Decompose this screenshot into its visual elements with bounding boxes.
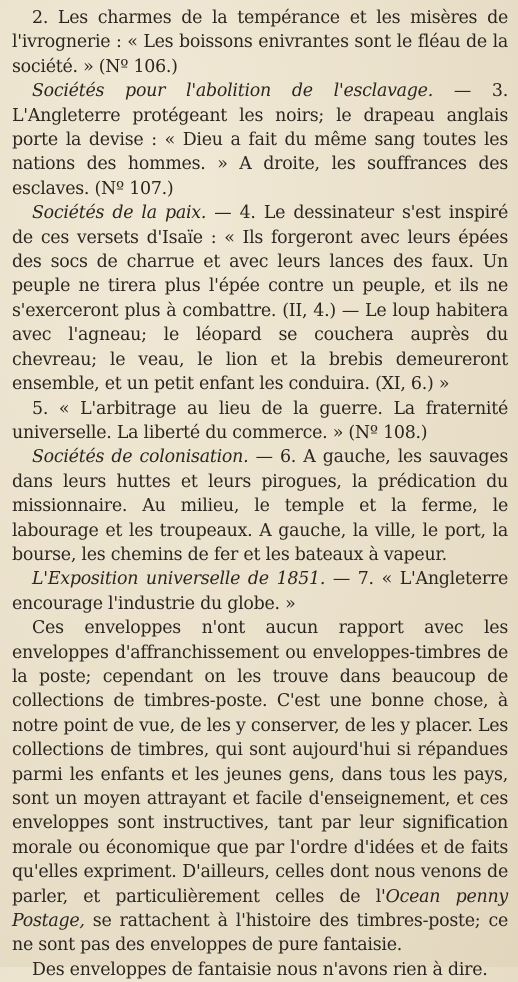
section-lead-peace: Sociétés de la paix. [32,203,207,224]
paragraph-text: — 7. « L'Angleterre encourage l'industrie du globe. » [12,569,508,614]
paragraph-temperance [12,6,508,79]
paragraph-text: Ces enveloppes n'ont aucun rapport avec les enveloppes d'affranchissement ou enveloppes-timbres de la poste; cependant on les trouve dans beaucoup de collections de timbres-poste. C'est une bonne chose, à notre point de vue, de les y conserver, de les y placer. Les collections de timbres, qui sont aujourd'hui si répandues parmi les enfants et les jeunes gens, dans tous les pays, sont un moyen attrayant et facile d'enseignement, et ces enveloppes sont instructives, tant par leur signification morale ou économique que par l'ordre d'idées et de faits qu'elles expriment. D'ailleurs, celles dont nous venons de parler, et particulièrement celles de l' [12,618,508,907]
section-lead-abolition: Sociétés pour l'abolition de l'esclavage. [32,81,434,102]
section-lead-exposition: L'Exposition universelle de 1851. [32,569,326,590]
paragraph-text: Des enveloppes de fantaisie nous n'avons rien à dire. [32,959,488,980]
paragraph-text: — 3. L'Angleterre protégeant les noirs; le drapeau anglais porte la devise : « Dieu a fait du même sang toutes les nations des hommes. » A droite, les souffrances des esclaves. (Nº 107.) [12,81,508,199]
paragraph-text-continued: se rattachent à l'histoire des timbres-poste; ce ne sont pas des enveloppes de pure fantaisie. [12,911,508,956]
paragraph-text: 5. « L'arbitrage au lieu de la guerre. La fraternité universelle. La liberté du commerce. » (Nº 108.) [12,398,508,443]
paragraph-text: — 6. A gauche, les sauvages dans leurs huttes et leurs pirogues, la prédication du missionnaire. Au milieu, le temple et la ferme, le labourage et les troupeaux. A gauche, la ville, le port, la bourse, les chemins de fer et les bateaux à vapeur. [12,447,509,565]
paragraph-abolition [12,79,508,201]
section-lead-colonisation: Sociétés de colonisation. [32,447,249,468]
paragraph-text: — 4. Le dessinateur s'est inspiré de ces versets d'Isaïe : « Ils forgeront avec leurs épées des socs de charrue et avec leurs lances des faux. Un peuple ne tirera plus l'épée contre un peuple, et ils ne s'exerceront plus à combattre. (II, 4.) — Le loup habitera avec l'agneau; le léopard se couchera auprès du chevreau; le veau, le lion et la brebis demeureront ensemble, et un petit enfant les conduira. (XI, 6.) » [12,203,508,395]
paragraph-peace [12,201,508,396]
paragraph-colonisation [12,445,508,567]
paragraph-arbitration [12,397,508,446]
paragraph-envelopes [12,616,508,958]
paragraph-exposition [12,567,508,616]
paragraph-text: 2. Les charmes de la tempérance et les misères de l'ivrognerie : « Les boissons enivrantes sont le fléau de la société. » (Nº 106.) [12,8,508,77]
inline-italic-ocean-penny: Ocean penny Postage, [12,886,508,932]
paragraph-fantasy [12,958,508,982]
